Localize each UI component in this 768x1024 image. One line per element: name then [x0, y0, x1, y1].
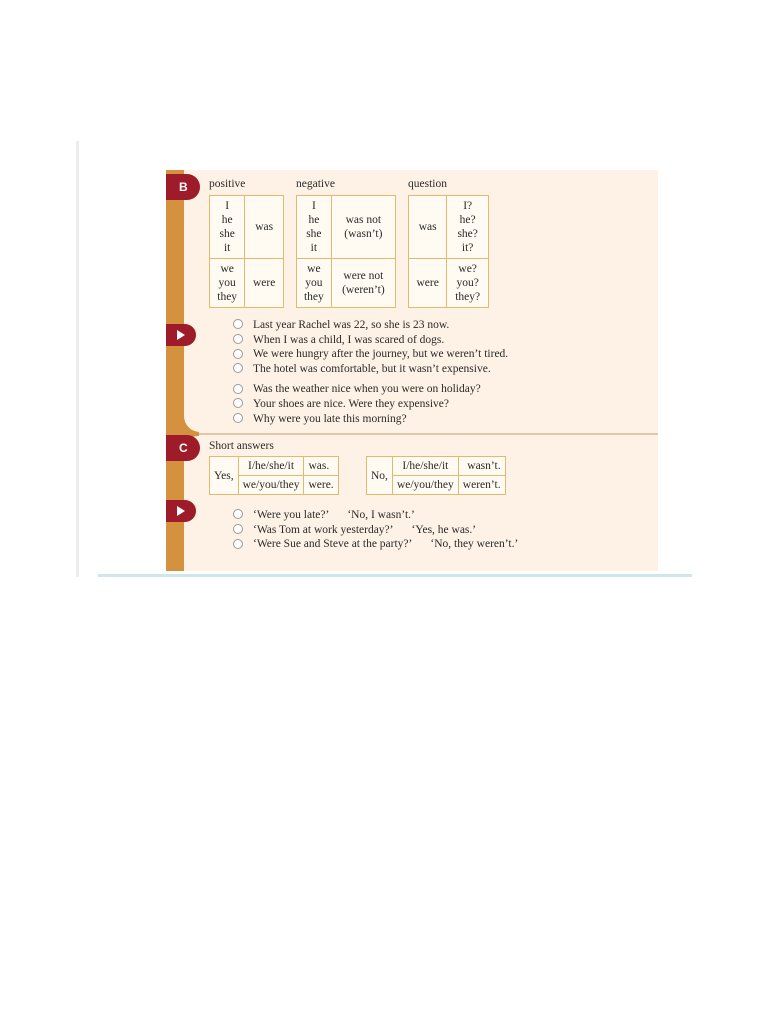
circle-icon[interactable] — [233, 363, 243, 373]
short-answers-yes-table — [209, 456, 339, 495]
list-item[interactable]: Last year Rachel was 22, so she is 23 now. — [233, 318, 508, 333]
positive-plural-verb: were — [245, 259, 284, 308]
positive-singular-verb: was — [245, 196, 284, 259]
book-page — [166, 170, 658, 571]
no-row2-verb: weren’t. — [458, 476, 505, 495]
negative-singular-subjects: I he she it — [297, 196, 332, 259]
positive-table — [209, 195, 284, 308]
section-c-examples — [233, 508, 518, 552]
yes-row1-verb: was. — [304, 457, 338, 476]
negative-plural-verb: were not (weren’t) — [331, 259, 395, 308]
section-divider — [199, 433, 658, 435]
question-plural-verb: were — [409, 259, 447, 308]
no-label: No, — [367, 457, 393, 495]
question-table — [408, 195, 489, 308]
heading-question: question — [408, 178, 447, 190]
circle-icon[interactable] — [233, 509, 243, 519]
list-item[interactable]: Your shoes are nice. Were they expensive? — [233, 397, 508, 412]
negative-plural-subjects: we you they — [297, 259, 332, 308]
positive-plural-subjects: we you they — [210, 259, 245, 308]
stripe-curve-b — [184, 170, 202, 432]
list-item[interactable]: ‘Were you late?’ ‘No, I wasn’t.’ — [233, 508, 518, 523]
frame-bottom-edge — [98, 574, 692, 577]
yes-row2-verb: were. — [304, 476, 338, 495]
circle-icon[interactable] — [233, 398, 243, 408]
no-row1-subject: I/he/she/it — [392, 457, 458, 476]
circle-icon[interactable] — [233, 539, 243, 549]
circle-icon[interactable] — [233, 319, 243, 329]
question-singular-verb: was — [409, 196, 447, 259]
list-item[interactable]: We were hungry after the journey, but we weren’t tired. — [233, 347, 508, 362]
list-item[interactable]: Was the weather nice when you were on holiday? — [233, 382, 508, 397]
frame-left-edge — [76, 141, 79, 577]
section-b-examples — [233, 318, 508, 426]
negative-table — [296, 195, 396, 308]
short-answers-title: Short answers — [209, 440, 274, 452]
circle-icon[interactable] — [233, 349, 243, 359]
list-item[interactable]: Why were you late this morning? — [233, 412, 508, 427]
heading-positive: positive — [209, 178, 246, 190]
short-answers-no-table — [366, 456, 506, 495]
positive-singular-subjects: I he she it — [210, 196, 245, 259]
list-item[interactable]: ‘Were Sue and Steve at the party?’ ‘No, they weren’t.’ — [233, 537, 518, 552]
no-row1-verb: wasn’t. — [458, 457, 505, 476]
circle-icon[interactable] — [233, 334, 243, 344]
section-b-badge: B — [166, 174, 200, 200]
yes-row2-subject: we/you/they — [238, 476, 304, 495]
yes-label: Yes, — [210, 457, 239, 495]
yes-row1-subject: I/he/she/it — [238, 457, 304, 476]
play-audio-button-c[interactable] — [166, 500, 196, 522]
circle-icon[interactable] — [233, 413, 243, 423]
list-item[interactable]: ‘Was Tom at work yesterday?’ ‘Yes, he was.’ — [233, 523, 518, 538]
play-audio-button-b[interactable] — [166, 324, 196, 346]
heading-negative: negative — [296, 178, 335, 190]
question-singular-subjects: I? he? she? it? — [447, 196, 489, 259]
negative-singular-verb: was not (wasn’t) — [331, 196, 395, 259]
no-row2-subject: we/you/they — [392, 476, 458, 495]
question-plural-subjects: we? you? they? — [447, 259, 489, 308]
circle-icon[interactable] — [233, 384, 243, 394]
circle-icon[interactable] — [233, 524, 243, 534]
section-c-badge: C — [166, 435, 200, 461]
list-item[interactable]: When I was a child, I was scared of dogs. — [233, 333, 508, 348]
list-item[interactable]: The hotel was comfortable, but it wasn’t expensive. — [233, 362, 508, 377]
